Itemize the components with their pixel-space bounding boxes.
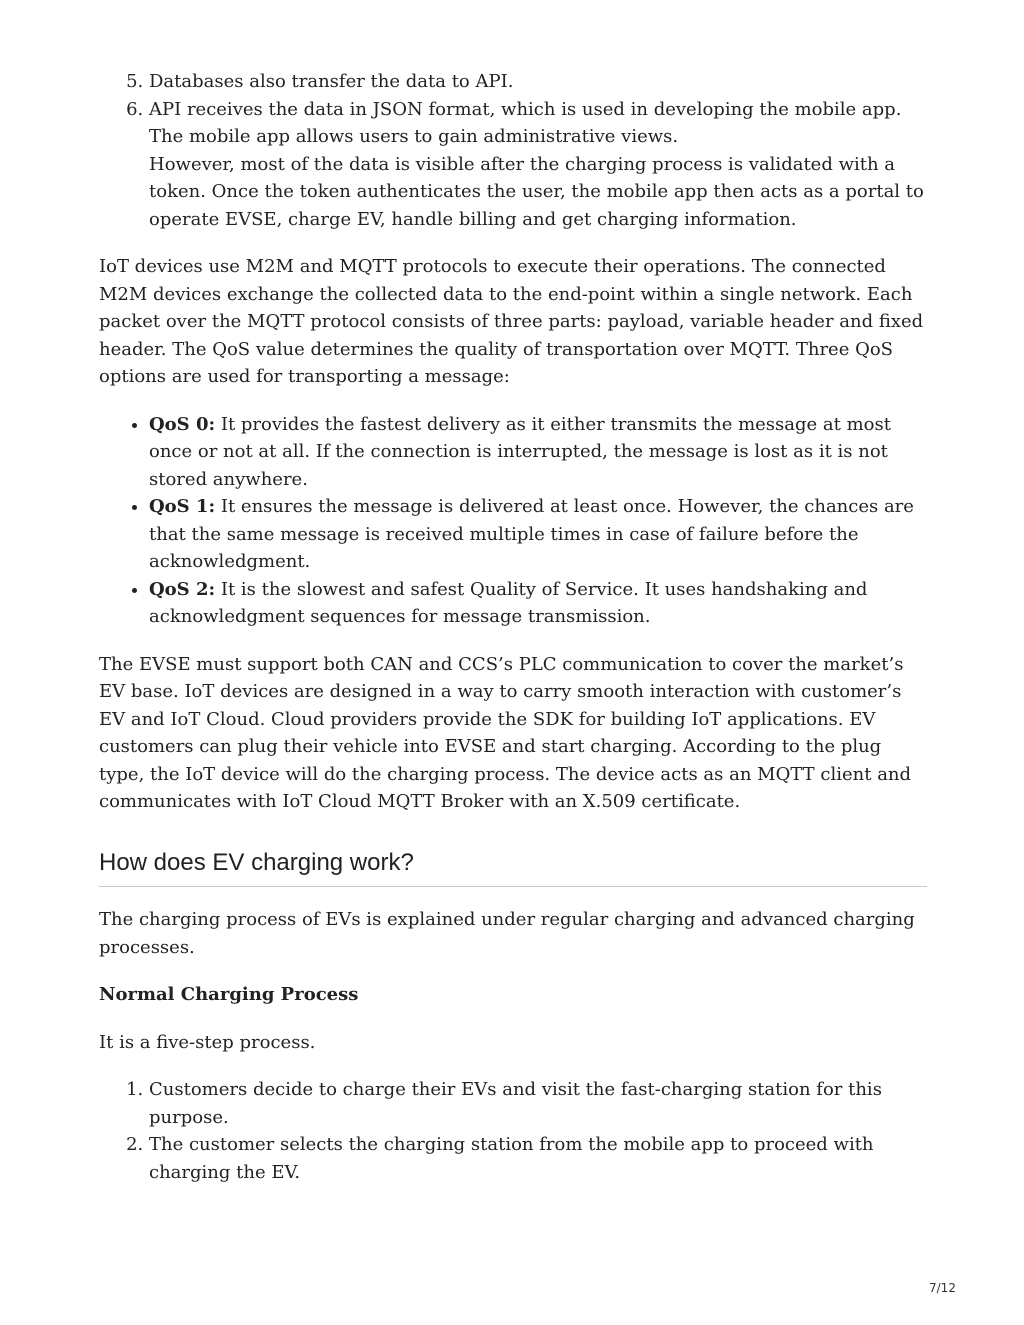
qos-0-text: It provides the fastest delivery as it either transmits the message at most once or not at all. If the connection is interrupted, the message is lost as it is not stored anywhere. <box>149 413 891 490</box>
step-2-text: The customer selects the charging station from the mobile app to proceed with charging the EV. <box>149 1134 874 1183</box>
qos-2-term: QoS 2: <box>149 578 216 600</box>
list-item-5-text: Databases also transfer the data to API. <box>149 71 514 92</box>
qos-0-item <box>149 411 927 494</box>
mqtt-paragraph: IoT devices use M2M and MQTT protocols to execute their operations. The connected M2M devices exchange the collected data to the end-point within a single network. Each packet over the MQTT protocol consists of three parts: payload, variable header and fixed header. The QoS value determines the quality of transportation over MQTT. Three QoS options are used for transporting a message: <box>99 256 924 387</box>
qos-2-item <box>149 576 927 631</box>
list-item-6-continuation: However, most of the data is visible after the charging process is validated with a token. Once the token authenticates the user, the mobile app then acts as a portal to operate EVSE, charge EV, handle billing and get charging information. <box>149 153 924 230</box>
qos-1-term: QoS 1: <box>149 496 216 517</box>
step-2-item <box>149 1131 927 1186</box>
document-page <box>99 68 927 1186</box>
qos-bullet-list <box>99 411 927 631</box>
qos-1-text: It ensures the message is delivered at least once. However, the chances are that the same message is received multiple times in case of failure before the acknowledgment. <box>149 496 914 572</box>
charging-steps-list <box>99 1076 927 1186</box>
list-item-6-text: API receives the data in JSON format, which is used in developing the mobile app. The mobile app allows users to gain administrative views. <box>149 98 902 147</box>
list-item-5 <box>149 68 927 96</box>
step-1-text: Customers decide to charge their EVs and visit the fast-charging station for this purpose. <box>149 1079 882 1128</box>
qos-1-item <box>149 493 927 576</box>
qos-2-text: It is the slowest and safest Quality of Service. It uses handshaking and acknowledgment sequences for message transmission. <box>149 578 868 627</box>
list-item-6 <box>149 96 927 234</box>
evse-paragraph: The EVSE must support both CAN and CCS’s PLC communication to cover the market’s EV base. IoT devices are designed in a way to carry smooth interaction with customer’s EV and IoT Cloud. Cloud providers provide the SDK for building IoT applications. EV customers can plug their vehicle into EVSE and start charging. According to the plug type, the IoT device will do the charging process. The device acts as an MQTT client and communicates with IoT Cloud MQTT Broker with an X.509 certificate. <box>99 653 912 812</box>
five-step-paragraph: It is a five-step process. <box>99 1031 316 1053</box>
page-number: 7/12 <box>929 1281 956 1295</box>
top-numbered-list <box>99 68 927 233</box>
qos-0-term: QoS 0: <box>149 413 216 435</box>
normal-charging-subheading: Normal Charging Process <box>99 984 359 1006</box>
section-heading: How does EV charging work? <box>99 846 927 887</box>
step-1-item <box>149 1076 927 1131</box>
section-intro-paragraph: The charging process of EVs is explained under regular charging and advanced charging processes. <box>99 909 915 958</box>
